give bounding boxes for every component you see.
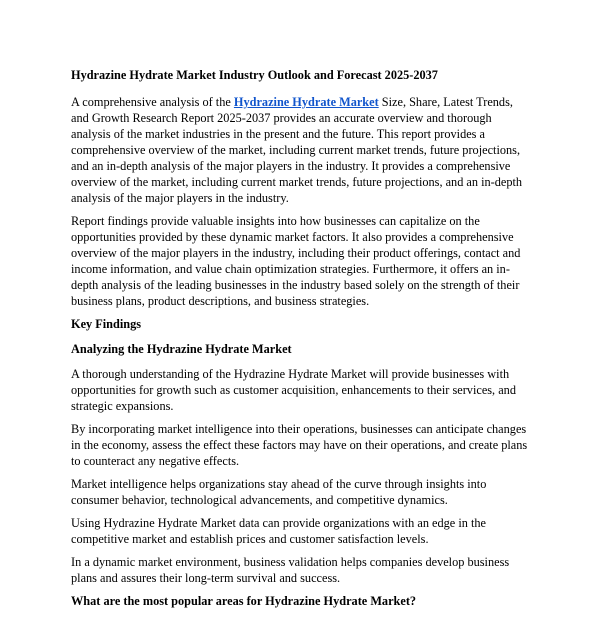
key-findings-heading: Key Findings <box>71 317 142 331</box>
popular-areas-heading: What are the most popular areas for Hydrazine Hydrate Market? <box>71 594 417 608</box>
body-paragraph-3: Market intelligence helps organizations stay ahead of the curve through insights into consumer behavior, technological advancements, and competitive dynamics. <box>71 477 487 507</box>
body-paragraph-1: A thorough understanding of the Hydrazine Hydrate Market will provide businesses with opportunities for growth such as customer acquisition, enhancements to their services, and strategic expansions. <box>71 367 516 413</box>
document-body <box>71 67 531 618</box>
analyzing-market-heading: Analyzing the Hydrazine Hydrate Market <box>71 342 292 356</box>
market-link[interactable]: Hydrazine Hydrate Market <box>233 95 379 109</box>
body-paragraph-2: By incorporating market intelligence into their operations, businesses can anticipate changes in the economy, assess the effect these factors may have on their operations, and create plans to counteract any negative effects. <box>71 422 528 468</box>
intro-paragraph <box>71 94 531 206</box>
intro-text-start: A comprehensive analysis of the <box>71 95 234 109</box>
intro-text-end: Size, Share, Latest Trends, and Growth Research Report 2025-2037 provides an accurate overview and thorough analysis of the market industries in the present and the future. This report provides a comprehensive overview of the market, including current market trends, future projections, and an in-depth analysis of the major players in the industry. It provides a comprehensive overview of the market, including current market trends, future projections, and an in-depth analysis of the major players in the industry. <box>71 95 523 205</box>
body-paragraph-4: Using Hydrazine Hydrate Market data can provide organizations with an edge in the competitive market and establish prices and customer satisfaction levels. <box>71 516 486 546</box>
report-findings-paragraph: Report findings provide valuable insights into how businesses can capitalize on the opportunities provided by these dynamic market factors. It also provides a comprehensive overview of the major players in the industry, including their product offerings, contact and income information, and value chain optimization strategies. Furthermore, it offers an in-depth analysis of the leading businesses in the industry based solely on the strength of their business plans, product descriptions, and business strategies. <box>71 214 521 308</box>
body-paragraph-5: In a dynamic market environment, business validation helps companies develop business plans and assures their long-term survival and success. <box>71 555 510 585</box>
document-title: Hydrazine Hydrate Market Industry Outlook and Forecast 2025-2037 <box>71 68 438 82</box>
